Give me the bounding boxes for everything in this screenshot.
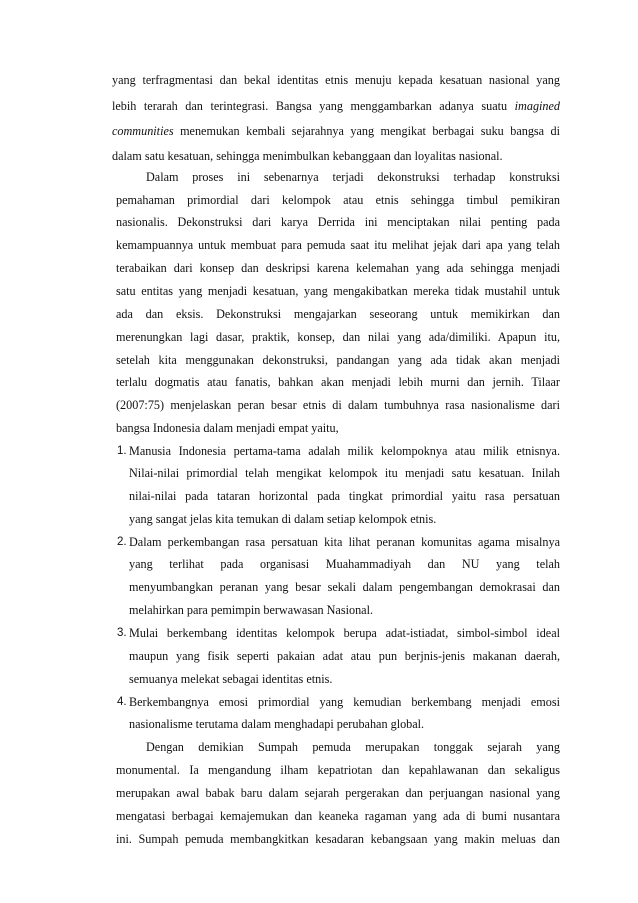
text-line: yang terfragmentasi dan bekal identitas etnis menuju kepada kesatuan nasional yang [112, 73, 560, 87]
text-line: satu entitas yang menjadi kesatuan, yang mengakibatkan mereka tidak mustahil untuk [116, 284, 560, 298]
text-line: (2007:75) menjelaskan peran besar etnis di dalam tumbuhnya rasa nasionalisme dari [116, 398, 560, 412]
text-line [112, 124, 560, 139]
text-line: Dalam proses ini sebenarnya terjadi dekonstruksi terhadap konstruksi [146, 170, 560, 184]
list-number: 3. [117, 627, 127, 639]
italic-term: communities [112, 124, 174, 138]
list-line: maupun yang fisik seperti pakaian adat atau pun berjnis-jenis makanan daerah, [129, 649, 560, 663]
italic-term: imagined [514, 99, 561, 113]
text-line: nasionalis. Dekonstruksi dari karya Derrida ini menciptakan nilai penting pada [116, 215, 560, 229]
text-line: setelah kita menggunakan dekonstruksi, pandangan yang ada tidak akan menjadi [116, 353, 560, 367]
list-line: yang sangat jelas kita temukan di dalam setiap kelompok etnis. [129, 512, 437, 526]
text-line: kemampuannya untuk membuat para pemuda saat itu melihat jejak dari apa yang telah [116, 238, 560, 252]
text-line: merupakan awal babak baru dalam sejarah pergerakan dan perjuangan nasional yang [116, 786, 560, 800]
text-line [112, 99, 560, 114]
list-line: melahirkan para pemimpin berwawasan Nasional. [129, 603, 373, 617]
list-number: 4. [117, 696, 127, 708]
list-number: 1. [117, 445, 127, 457]
list-line: semuanya melekat sebagai identitas etnis. [129, 672, 333, 686]
list-line: Nilai-nilai primordial telah mengikat kelompok itu menjadi satu kesatuan. Inilah [129, 466, 560, 480]
text-line: mengatasi berbagai kemajemukan dan keaneka ragaman yang ada di bumi nusantara [116, 809, 560, 823]
text-line: terabaikan dari konsep dan deskripsi karena kelemahan yang ada sehingga menjadi [116, 261, 560, 275]
list-line: menyumbangkan peranan yang besar sekali dalam pengembangan demokrasai dan [129, 580, 560, 594]
list-number: 2. [117, 536, 127, 548]
text-span: menemukan kembali sejarahnya yang mengikat berbagai suku bangsa di [180, 124, 561, 138]
list-line: Berkembangnya emosi primordial yang kemudian berkembang menjadi emosi [129, 695, 560, 709]
text-line: ini. Sumpah pemuda membangkitkan kesadaran kebangsaan yang makin meluas dan [116, 832, 560, 846]
list-line: Dalam perkembangan rasa persatuan kita lihat peranan komunitas agama misalnya [129, 535, 560, 549]
list-line: nasionalisme terutama dalam menghadapi perubahan global. [129, 717, 425, 731]
text-line: pemahaman primordial dari kelompok atau etnis sehingga timbul pemikiran [116, 193, 560, 207]
list-line: nilai-nilai pada tataran horizontal pada tingkat primordial yaitu rasa persatuan [129, 489, 560, 503]
text-span: lebih terarah dan terintegrasi. Bangsa yang menggambarkan adanya suatu [112, 99, 508, 113]
text-line: bangsa Indonesia dalam menjadi empat yaitu, [116, 421, 339, 435]
text-line: ada dan eksis. Dekonstruksi mengajarkan seseorang untuk memikirkan dan [116, 307, 560, 321]
list-line: Mulai berkembang identitas kelompok berupa adat-istiadat, simbol-simbol ideal [129, 626, 560, 640]
text-line: merenungkan lagi dasar, praktik, konsep, dan nilai yang ada/dimiliki. Apapun itu, [116, 330, 560, 344]
text-line: Dengan demikian Sumpah pemuda merupakan tonggak sejarah yang [146, 740, 560, 754]
text-line: terlalu dogmatis atau fanatis, bahkan akan menjadi lebih murni dan jernih. Tilaar [116, 375, 560, 389]
list-line: yang terlihat pada organisasi Muahammadiyah dan NU yang telah [129, 557, 560, 571]
list-line: Manusia Indonesia pertama-tama adalah milik kelompoknya atau milik etnisnya. [129, 444, 560, 458]
text-line: dalam satu kesatuan, sehingga menimbulkan kebanggaan dan loyalitas nasional. [112, 149, 503, 163]
text-line: monumental. Ia mengandung ilham kepatriotan dan kepahlawanan dan sekaligus [116, 763, 560, 777]
